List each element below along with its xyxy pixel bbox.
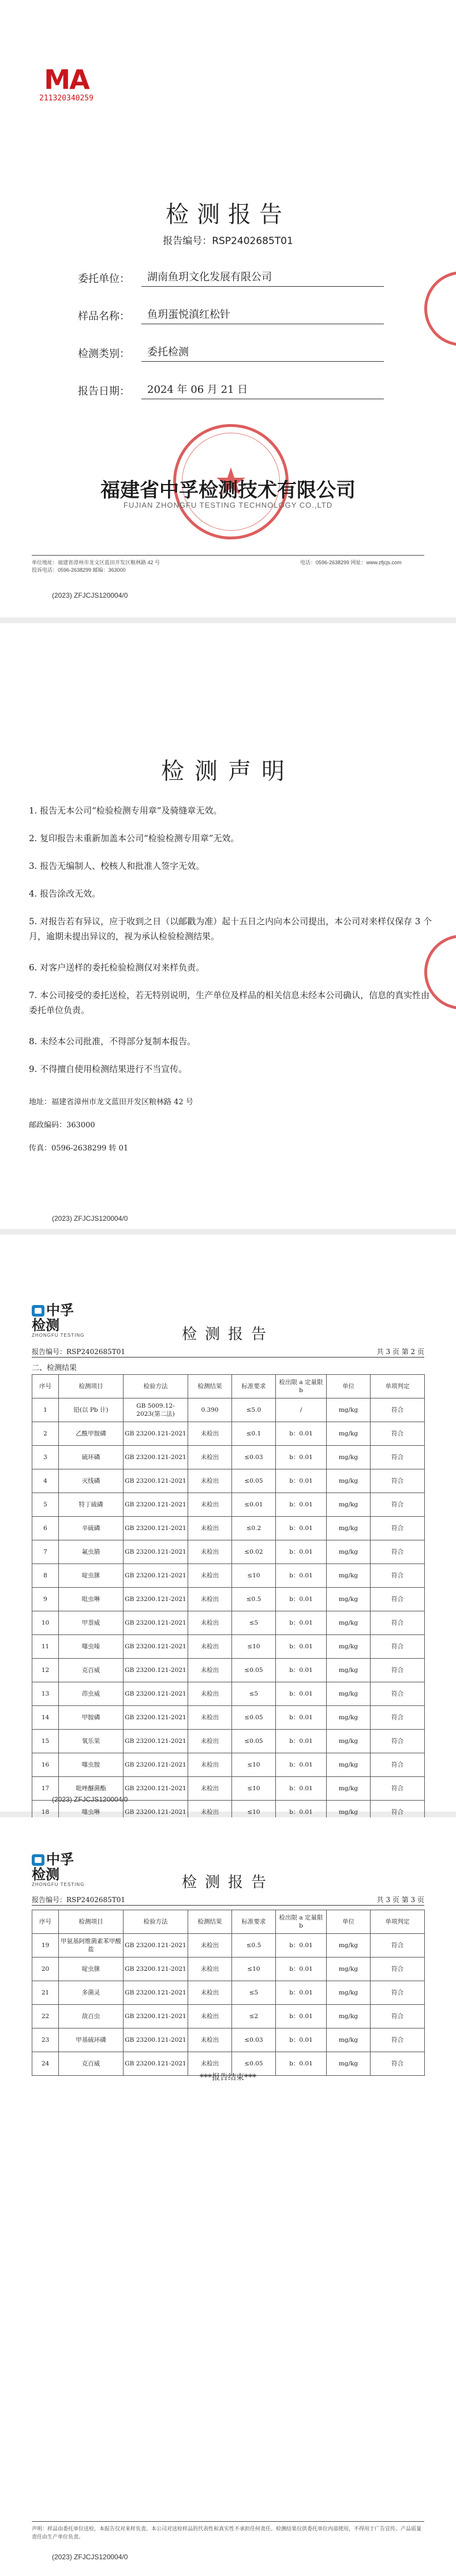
logo-subtext: ZHONGFU TESTING [32, 1333, 85, 1338]
table-cell: 符合 [371, 2028, 425, 2052]
table-cell: 3 [32, 1446, 59, 1469]
table-cell: 6 [32, 1517, 59, 1540]
field-value: 鱼玥蛋悦滇红松针 [147, 309, 230, 321]
form-code: (2023) ZFJCJS120004/0 [52, 1795, 128, 1803]
table-cell: 未检出 [188, 1540, 232, 1564]
table-cell: b：0.01 [276, 1777, 327, 1801]
logo-text: 中孚检测 [32, 1851, 74, 1883]
table-cell: ≤0.05 [232, 1659, 276, 1682]
table-cell: GB 23200.121-2021 [124, 1682, 188, 1706]
table-cell: mg/kg [327, 2052, 371, 2076]
table-cell: ≤0.03 [232, 2028, 276, 2052]
table-cell: ≤2 [232, 2005, 276, 2028]
table-cell: ≤0.01 [232, 1493, 276, 1517]
table-cell: 符合 [371, 1777, 425, 1801]
cover-title: 检测报告 [166, 201, 290, 228]
table-cell: mg/kg [327, 1730, 371, 1753]
table-cell: ≤0.5 [232, 1588, 276, 1611]
table-cell: GB 23200.121-2021 [124, 1706, 188, 1730]
table-row [32, 1981, 425, 2005]
footer-divider [32, 555, 424, 556]
statement-item: 2. 复印报告未重新加盖本公司“检验检测专用章”无效。 [29, 833, 240, 843]
table-cell: ≤10 [232, 1564, 276, 1588]
table-cell: b：0.01 [276, 1981, 327, 2005]
table-row [32, 2005, 425, 2028]
table-cell: GB 23200.121-2021 [124, 1659, 188, 1682]
table-cell: GB 23200.121-2021 [124, 1469, 188, 1493]
section-title: 二、检测结果 [32, 1364, 77, 1373]
table-header-row [32, 1910, 425, 1934]
cma-logo [35, 66, 98, 103]
table-cell: mg/kg [327, 1493, 371, 1517]
table-cell: 未检出 [188, 1934, 232, 1958]
table-cell: b：0.01 [276, 1540, 327, 1564]
table-cell: mg/kg [327, 1801, 371, 1824]
column-header: 单项判定 [371, 1910, 425, 1934]
table-cell: mg/kg [327, 2028, 371, 2052]
table-cell: 敌百虫 [59, 2005, 124, 2028]
field-underline [141, 361, 384, 362]
table-cell: b：0.01 [276, 1682, 327, 1706]
logo-subtext: ZHONGFU TESTING [32, 1882, 85, 1887]
table-cell: 未检出 [188, 1981, 232, 2005]
table-cell: 未检出 [188, 1422, 232, 1446]
results-table [32, 1374, 425, 1824]
field-client [78, 263, 384, 290]
table-cell: 硫环磷 [59, 1446, 124, 1469]
table-cell: 甲萘威 [59, 1611, 124, 1635]
table-cell: ≤5 [232, 1611, 276, 1635]
company-name-en: FUJIAN ZHONGFU TESTING TECHNOLOGY CO.,LTD [123, 501, 333, 509]
table-cell: 22 [32, 2005, 59, 2028]
table-cell: 克百威 [59, 1659, 124, 1682]
table-header-row [32, 1375, 425, 1398]
table-cell: 吡虫啉 [59, 1588, 124, 1611]
table-cell: GB 23200.121-2021 [124, 1446, 188, 1469]
results-table [32, 1910, 425, 2076]
table-row [32, 1706, 425, 1730]
table-row [32, 1635, 425, 1659]
table-cell: ≤5.0 [232, 1398, 276, 1422]
report-end-mark: ***报告结束*** [200, 2073, 256, 2082]
table-cell: 未检出 [188, 2005, 232, 2028]
table-cell: 未检出 [188, 1635, 232, 1659]
table-cell: ≤0.5 [232, 1934, 276, 1958]
table-cell: GB 5009.12-2023(第二法) [124, 1398, 188, 1422]
table-cell: 13 [32, 1682, 59, 1706]
table-cell: GB 23200.121-2021 [124, 1635, 188, 1659]
table-cell: 符合 [371, 1730, 425, 1753]
table-cell: 11 [32, 1635, 59, 1659]
field-value: 2024 年 06 月 21 日 [147, 384, 248, 396]
table-cell: ≤0.05 [232, 1730, 276, 1753]
table-cell: 14 [32, 1706, 59, 1730]
report-number: 报告编号：RSP2402685T01 [163, 235, 293, 247]
table-cell: ≤10 [232, 1777, 276, 1801]
table-cell: mg/kg [327, 1469, 371, 1493]
table-cell: mg/kg [327, 1422, 371, 1446]
table-cell: 符合 [371, 1981, 425, 2005]
field-sample-name [78, 300, 384, 328]
table-cell: ≤10 [232, 1753, 276, 1777]
table-cell: 啶虫脒 [59, 1958, 124, 1981]
table-cell: b：0.01 [276, 1493, 327, 1517]
report-number: 报告编号：RSP2402685T01 [32, 1896, 126, 1904]
table-cell: 吡唑醚菌酯 [59, 1777, 124, 1801]
table-cell: mg/kg [327, 1540, 371, 1564]
statement-item: 8. 未经本公司批准，不得部分复制本报告。 [29, 1036, 196, 1047]
table-cell: 符合 [371, 1493, 425, 1517]
table-cell: b：0.01 [276, 1469, 327, 1493]
table-cell: GB 23200.121-2021 [124, 2005, 188, 2028]
table-cell: 未检出 [188, 1958, 232, 1981]
table-cell: mg/kg [327, 1398, 371, 1422]
footer-contact: 电话：0596-2638299 网址：www.zfjcjs.com [300, 560, 402, 565]
table-cell: 符合 [371, 1517, 425, 1540]
table-row [32, 1753, 425, 1777]
field-label: 委托单位： [78, 273, 130, 285]
footer-divider [32, 2521, 424, 2522]
table-row [32, 1493, 425, 1517]
statement-item: 3. 报告无编制人、校核人和批准人签字无效。 [29, 861, 205, 871]
table-row [32, 1958, 425, 1981]
table-row [32, 1659, 425, 1682]
table-cell: 甲基硫环磷 [59, 2028, 124, 2052]
table-cell: 12 [32, 1659, 59, 1682]
page-info: 共 3 页 第 2 页 [376, 1348, 424, 1356]
table-cell: 噻虫胺 [59, 1753, 124, 1777]
table-cell: b：0.01 [276, 1564, 327, 1588]
company-name: 福建省中孚检测技术有限公司 [100, 479, 356, 502]
table-cell: 符合 [371, 1753, 425, 1777]
table-cell: 未检出 [188, 1446, 232, 1469]
table-cell: ≤10 [232, 1958, 276, 1981]
table-cell: 符合 [371, 1398, 425, 1422]
table-cell: ≤0.05 [232, 1706, 276, 1730]
table-cell: 符合 [371, 1659, 425, 1682]
table-cell: 啶虫脒 [59, 1564, 124, 1588]
table-cell: GB 23200.121-2021 [124, 1564, 188, 1588]
table-cell: ≤0.02 [232, 1540, 276, 1564]
table-cell: ≤0.03 [232, 1446, 276, 1469]
table-cell: GB 23200.121-2021 [124, 1958, 188, 1981]
table-cell: 9 [32, 1588, 59, 1611]
table-cell: b：0.01 [276, 1517, 327, 1540]
table-cell: 未检出 [188, 1659, 232, 1682]
table-cell: GB 23200.121-2021 [124, 1540, 188, 1564]
table-cell: ≤0.05 [232, 2052, 276, 2076]
table-cell: 乙酰甲胺磷 [59, 1422, 124, 1446]
table-cell: ≤5 [232, 1682, 276, 1706]
table-cell: 茚虫威 [59, 1682, 124, 1706]
page-info: 共 3 页 第 3 页 [376, 1896, 424, 1904]
table-row [32, 2028, 425, 2052]
table-cell: ≤0.05 [232, 1469, 276, 1493]
table-cell: GB 23200.121-2021 [124, 2052, 188, 2076]
table-cell: 未检出 [188, 1517, 232, 1540]
table-cell: mg/kg [327, 1611, 371, 1635]
table-cell: 2 [32, 1422, 59, 1446]
table-cell: mg/kg [327, 1706, 371, 1730]
table-cell: 符合 [371, 1801, 425, 1824]
column-header: 检测结果 [188, 1910, 232, 1934]
form-code: (2023) ZFJCJS120004/0 [52, 591, 128, 599]
footer-address: 单位地址：福建省漳州市龙文区蓝田开发区粮林路 42 号 [32, 560, 160, 565]
table-cell: mg/kg [327, 1934, 371, 1958]
table-cell: b：0.01 [276, 1588, 327, 1611]
table-cell: 灭线磷 [59, 1469, 124, 1493]
table-row [32, 1934, 425, 1958]
table-cell: mg/kg [327, 1958, 371, 1981]
table-row [32, 1730, 425, 1753]
logo-text: 中孚检测 [32, 1302, 74, 1333]
table-cell: b：0.01 [276, 1659, 327, 1682]
table-cell: GB 23200.121-2021 [124, 1611, 188, 1635]
statement-item: 6. 对客户送样的委托检验检测仅对来样负责。 [29, 962, 205, 973]
header-divider [32, 1357, 424, 1358]
table-cell: b：0.01 [276, 1611, 327, 1635]
statement-title: 检测声明 [161, 758, 295, 785]
column-header: 检测项目 [59, 1375, 124, 1398]
field-label: 检测类别： [78, 348, 130, 360]
table-cell: 符合 [371, 1635, 425, 1659]
table-cell: ≤10 [232, 1801, 276, 1824]
table-cell: 符合 [371, 1706, 425, 1730]
table-cell: mg/kg [327, 2005, 371, 2028]
statement-item: 7. 本公司接受的委托送检，若无特别说明，生产单位及样品的相关信息未经本公司确认，信息的真实性由委托单位负责。 [29, 990, 430, 1015]
column-header: 检出限 a 定量限 b [276, 1910, 327, 1934]
column-header: 标准要求 [232, 1375, 276, 1398]
table-row [32, 1422, 425, 1446]
table-cell: 1 [32, 1398, 59, 1422]
table-cell: GB 23200.121-2021 [124, 2028, 188, 2052]
field-value: 湖南鱼玥文化发展有限公司 [147, 271, 272, 283]
table-cell: mg/kg [327, 1446, 371, 1469]
table-cell: 未检出 [188, 1706, 232, 1730]
table-cell: GB 23200.121-2021 [124, 1801, 188, 1824]
column-header: 序号 [32, 1910, 59, 1934]
table-cell: b：0.01 [276, 1801, 327, 1824]
table-cell: 符合 [371, 2005, 425, 2028]
table-cell: 甲氨基阿维菌素苯甲酸盐 [59, 1934, 124, 1958]
table-cell: 未检出 [188, 1753, 232, 1777]
table-cell: ≤5 [232, 1981, 276, 2005]
column-header: 序号 [32, 1375, 59, 1398]
column-header: 单位 [327, 1375, 371, 1398]
table-cell: / [276, 1398, 327, 1422]
cover-page [0, 0, 456, 617]
cma-mark-icon: MA [44, 64, 89, 95]
table-cell: 符合 [371, 1611, 425, 1635]
column-header: 检出限 a 定量限 b [276, 1375, 327, 1398]
table-cell: 未检出 [188, 1682, 232, 1706]
statement-postcode: 邮政编码：363000 [29, 1121, 95, 1130]
table-cell: mg/kg [327, 1777, 371, 1801]
table-cell: 特丁硫磷 [59, 1493, 124, 1517]
table-cell: 噻虫啉 [59, 1801, 124, 1824]
table-cell: GB 23200.121-2021 [124, 1517, 188, 1540]
table-cell: mg/kg [327, 1588, 371, 1611]
table-cell: 未检出 [188, 1588, 232, 1611]
table-cell: 20 [32, 1958, 59, 1981]
zhongfu-logo-icon [32, 1854, 44, 1866]
table-cell: 符合 [371, 1446, 425, 1469]
table-cell: 16 [32, 1753, 59, 1777]
table-cell: b：0.01 [276, 2005, 327, 2028]
table-cell: b：0.01 [276, 1446, 327, 1469]
table-cell: mg/kg [327, 1981, 371, 2005]
table-cell: 未检出 [188, 2052, 232, 2076]
column-header: 检测结果 [188, 1375, 232, 1398]
table-cell: 克百威 [59, 2052, 124, 2076]
statement-item: 9. 不得擅自使用检测结果进行不当宣传。 [29, 1064, 188, 1074]
table-cell: b：0.01 [276, 1753, 327, 1777]
table-cell: 符合 [371, 1958, 425, 1981]
report-number: 报告编号：RSP2402685T01 [32, 1348, 126, 1356]
cross-page-seal-icon [424, 271, 456, 346]
header-divider [32, 1905, 424, 1906]
table-cell: 氧乐果 [59, 1730, 124, 1753]
form-code: (2023) ZFJCJS120004/0 [52, 1214, 128, 1223]
field-label: 样品名称： [78, 310, 130, 323]
table-cell: 符合 [371, 1682, 425, 1706]
table-cell: GB 23200.121-2021 [124, 1588, 188, 1611]
table-cell: 符合 [371, 1564, 425, 1588]
table-row [32, 1517, 425, 1540]
table-row [32, 1398, 425, 1422]
table-cell: 未检出 [188, 1777, 232, 1801]
table-row [32, 1611, 425, 1635]
cma-number: 211320340259 [39, 94, 94, 103]
table-cell: 24 [32, 2052, 59, 2076]
table-cell: GB 23200.121-2021 [124, 1753, 188, 1777]
table-cell: mg/kg [327, 1564, 371, 1588]
field-underline [141, 286, 384, 287]
table-row [32, 1446, 425, 1469]
column-header: 检验方法 [124, 1375, 188, 1398]
table-cell: 10 [32, 1611, 59, 1635]
table-cell: b：0.01 [276, 1730, 327, 1753]
table-cell: 0.390 [188, 1398, 232, 1422]
table-cell: 7 [32, 1540, 59, 1564]
table-cell: ≤10 [232, 1635, 276, 1659]
statement-item: 5. 对报告若有异议，应于收到之日（以邮戳为准）起十五日之内向本公司提出，本公司对来样仅保存 3 个月，逾期未提出异议的，视为承认检验检测结果。 [29, 916, 432, 942]
table-cell: b：0.01 [276, 1635, 327, 1659]
table-cell: 23 [32, 2028, 59, 2052]
table-row [32, 1564, 425, 1588]
column-header: 检验方法 [124, 1910, 188, 1934]
table-row [32, 1682, 425, 1706]
table-cell: 未检出 [188, 1493, 232, 1517]
table-cell: b：0.01 [276, 1706, 327, 1730]
field-label: 报告日期： [78, 385, 130, 398]
table-cell: GB 23200.121-2021 [124, 1493, 188, 1517]
table-cell: 15 [32, 1730, 59, 1753]
table-cell: 未检出 [188, 1611, 232, 1635]
table-cell: 18 [32, 1801, 59, 1824]
statement-address: 地址：福建省漳州市龙文蓝田开发区粮林路 42 号 [29, 1098, 193, 1107]
table-row [32, 1469, 425, 1493]
results-title: 检测报告 [181, 1326, 274, 1343]
table-cell: GB 23200.121-2021 [124, 1422, 188, 1446]
column-header: 标准要求 [232, 1910, 276, 1934]
table-cell: 8 [32, 1564, 59, 1588]
table-cell: 4 [32, 1469, 59, 1493]
zhongfu-logo-icon [32, 1305, 44, 1317]
table-cell: mg/kg [327, 1753, 371, 1777]
table-row [32, 1540, 425, 1564]
table-cell: 符合 [371, 1588, 425, 1611]
table-cell: b：0.01 [276, 2052, 327, 2076]
table-cell: mg/kg [327, 1659, 371, 1682]
table-cell: 符合 [371, 1422, 425, 1446]
table-cell: mg/kg [327, 1682, 371, 1706]
table-cell: 铅(以 Pb 计) [59, 1398, 124, 1422]
table-cell: 甲胺磷 [59, 1706, 124, 1730]
table-cell: 符合 [371, 1934, 425, 1958]
table-cell: b：0.01 [276, 1958, 327, 1981]
field-report-date [78, 375, 384, 403]
table-cell: 符合 [371, 2052, 425, 2076]
footer-complaint: 投诉电话：0596-2638299 邮编：363000 [32, 567, 126, 573]
disclaimer: 声明：样品由委托单位送检，本报告仅对来样负责。本公司对送检样品的代表性和真实性不承担任何责任。检测结果仅供委托单位内部使用，不得用于广告宣传。产品质量责任由生产单位负责。 [32, 2526, 422, 2540]
table-cell: 5 [32, 1493, 59, 1517]
statement-item: 1. 报告无本公司“检验检测专用章”及骑缝章无效。 [29, 805, 222, 816]
table-cell: b：0.01 [276, 1422, 327, 1446]
statement-fax: 传真：0596-2638299 转 01 [29, 1144, 129, 1153]
column-header: 检测项目 [59, 1910, 124, 1934]
statement-item: 4. 报告涂改无效。 [29, 888, 101, 899]
table-cell: 未检出 [188, 2028, 232, 2052]
field-test-type [78, 338, 384, 365]
table-cell: 21 [32, 1981, 59, 2005]
table-cell: ≤0.1 [232, 1422, 276, 1446]
table-cell: 17 [32, 1777, 59, 1801]
table-cell: 未检出 [188, 1730, 232, 1753]
table-cell: 多菌灵 [59, 1981, 124, 2005]
table-cell: b：0.01 [276, 2028, 327, 2052]
field-value: 委托检测 [147, 346, 189, 358]
column-header: 单位 [327, 1910, 371, 1934]
column-header: 单项判定 [371, 1375, 425, 1398]
table-cell: ≤0.2 [232, 1517, 276, 1540]
table-cell: 噻虫嗪 [59, 1635, 124, 1659]
table-cell: 未检出 [188, 1469, 232, 1493]
table-cell: GB 23200.121-2021 [124, 1981, 188, 2005]
table-row [32, 1588, 425, 1611]
table-cell: GB 23200.121-2021 [124, 1777, 188, 1801]
table-cell: GB 23200.121-2021 [124, 1934, 188, 1958]
table-cell: mg/kg [327, 1635, 371, 1659]
table-cell: GB 23200.121-2021 [124, 1730, 188, 1753]
table-cell: 19 [32, 1934, 59, 1958]
table-cell: 未检出 [188, 1564, 232, 1588]
table-cell: 符合 [371, 1540, 425, 1564]
table-cell: mg/kg [327, 1517, 371, 1540]
table-cell: 符合 [371, 1469, 425, 1493]
table-cell: 未检出 [188, 1801, 232, 1824]
table-cell: 氟虫腈 [59, 1540, 124, 1564]
table-cell: b：0.01 [276, 1934, 327, 1958]
table-cell: 辛硫磷 [59, 1517, 124, 1540]
form-code: (2023) ZFJCJS120004/0 [52, 2553, 128, 2561]
results-title: 检测报告 [181, 1874, 274, 1891]
